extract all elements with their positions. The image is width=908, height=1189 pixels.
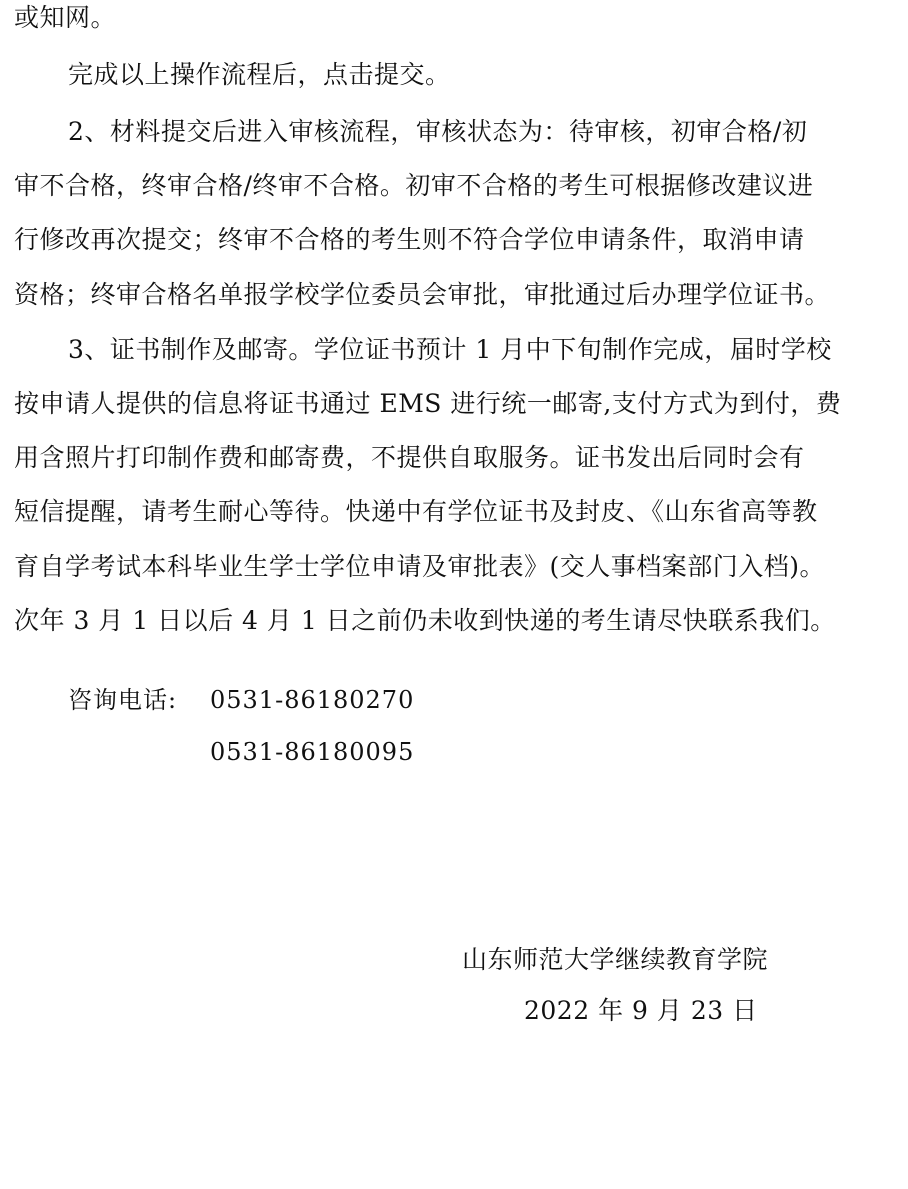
paragraph-line: 行修改再次提交；终审不合格的考生则不符合学位申请条件，取消申请	[14, 225, 805, 254]
paragraph-line: 用含照片打印制作费和邮寄费，不提供自取服务。证书发出后同时会有	[14, 443, 805, 472]
paragraph-line: 次年 3 月 1 日以后 4 月 1 日之前仍未收到快递的考生请尽快联系我们。	[14, 606, 836, 635]
paragraph-line: 2、材料提交后进入审核流程，审核状态为：待审核，初审合格/初	[68, 117, 808, 146]
contact-label: 咨询电话:	[68, 686, 178, 714]
paragraph-line: 或知网。	[14, 3, 117, 32]
paragraph-line: 短信提醒，请考生耐心等待。快递中有学位证书及封皮、《山东省高等教	[14, 497, 818, 526]
paragraph-line: 完成以上操作流程后，点击提交。	[68, 60, 451, 89]
paragraph-line: 3、证书制作及邮寄。学位证书预计 1 月中下旬制作完成，届时学校	[68, 335, 832, 364]
paragraph-line: 按申请人提供的信息将证书通过 EMS 进行统一邮寄,支付方式为到付，费	[14, 389, 842, 418]
contact-phone-1: 0531-86180270	[210, 686, 415, 714]
paragraph-line: 审不合格，终审合格/终审不合格。初审不合格的考生可根据修改建议进	[14, 171, 814, 200]
paragraph-line: 育自学考试本科毕业生学士学位申请及审批表》(交人事档案部门入档)。	[14, 552, 826, 581]
paragraph-line: 资格；终审合格名单报学校学位委员会审批，审批通过后办理学位证书。	[14, 280, 831, 309]
contact-phone-2: 0531-86180095	[210, 738, 415, 766]
signature-organization: 山东师范大学继续教育学院	[462, 945, 769, 974]
signature-date: 2022 年 9 月 23 日	[524, 996, 758, 1025]
